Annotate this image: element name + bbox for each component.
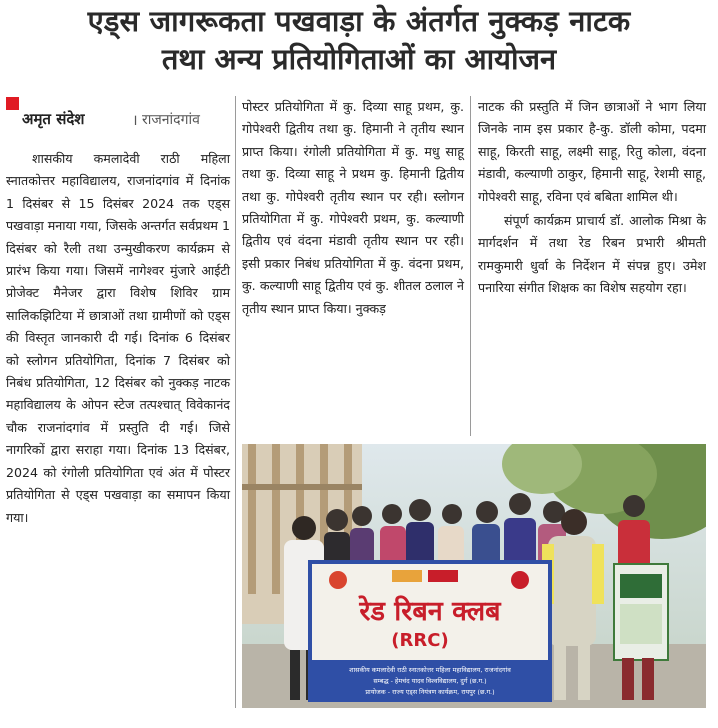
banner-title: रेड रिबन क्लब bbox=[359, 596, 501, 627]
banner-line-3: प्रायोजक - राज्य एड्स नियंत्रण कार्यक्रम, रायपुर (छ.ग.) bbox=[365, 688, 495, 696]
headline bbox=[0, 2, 718, 78]
rally-photo bbox=[242, 444, 706, 708]
headline-line-2: तथा अन्य प्रतियोगिताओं का आयोजन bbox=[161, 42, 557, 76]
rrc-banner bbox=[310, 562, 550, 700]
masthead-separator: । bbox=[132, 111, 138, 129]
article-column-2-text: पोस्टर प्रतियोगिता में कु. दिव्या साहू प्रथम, कु. गोपेश्वरी द्वितीय तथा कु. हिमानी ने तृतीय स्थान प्राप्त किया। रंगोली प्रतियोगिता में कु. मधु साहू तथा कु. दिव्या साहू ने प्रथम कु. हिमानी द्वितीय तथा कु. गोपेश्वरी तृतीय स्थान पर रही। स्लोगन प्रतियोगिता में कु. गोपेश्वरी प्रथम, कु. कल्याणी द्वितीय एवं वंदना मंडावी तृतीय स्थान पर रही। इसी प्रकार निबंध प्रतियोगिता में कु. वंदना प्रथम, कु. कल्याणी साहू द्वितीय एवं कु. शीतल ठलाल ने तृतीय स्थान प्राप्त किया। नुक्कड़ bbox=[242, 99, 464, 316]
banner-subtitle: (RRC) bbox=[391, 630, 449, 651]
masthead-city: राजनांदगांव bbox=[142, 112, 200, 128]
masthead-red-square bbox=[6, 97, 19, 110]
article-column-2 bbox=[242, 96, 464, 320]
article-column-3 bbox=[478, 96, 706, 300]
article-column-3-para-1: नाटक की प्रस्तुति में जिन छात्राओं ने भाग लिया जिनके नाम इस प्रकार है-कु. डॉली कोमा, पदमा साहू, किरती साहू, लक्ष्मी साहू, रितु कोला, वंदना मंडावी, कल्याणी ठाकुर, हिमानी साहू, रेशमी साहू, गोपेश्वरी साहू, रविना एवं बबिता शामिल थी। bbox=[478, 99, 706, 204]
article-column-3-para-2: संपूर्ण कार्यक्रम प्राचार्य डॉ. आलोक मिश्रा के मार्गदर्शन में तथा रेड रिबन प्रभारी श्रीमती रामकुमारी धुर्वा के निर्देशन में संपन्न हुए। उमेश पनारिया संगीत शिक्षक का विशेष सहयोग रहा। bbox=[478, 213, 706, 296]
headline-line-1: एड्स जागरूकता पखवाड़ा के अंतर्गत नुक्कड़ नाटक bbox=[87, 4, 631, 38]
banner-line-2: सम्बद्ध - हेमचंद यादव विश्वविद्यालय, दुर्ग (छ.ग.) bbox=[373, 677, 487, 685]
masthead-brand: अमृत संदेश bbox=[22, 110, 85, 128]
column-rule-2 bbox=[470, 96, 471, 436]
banner-line-1: शासकीय कमलादेवी राठी स्नातकोत्तर महिला महाविद्यालय, राजनांदगांव bbox=[349, 666, 511, 674]
article-column-1-text: शासकीय कमलादेवी राठी महिला स्नातकोत्तर महाविद्यालय, राजनांदगांव में दिनांक 1 दिसंबर से 15 दिसंबर 2024 तक एड्स पखवाड़ा मनाया गया, जिसके अन्तर्गत सर्वप्रथम 1 दिसंबर को रैली तथा उन्मुखीकरण कार्यक्रम से प्रारंभ किया गया। जिसमें नागेश्वर मुंजारे आईटी प्रोजेक्ट मैनेजर द्वारा विशेष शिविर ग्राम सालिकझिटिया में छात्राओं तथा ग्रामीणों को एड्स की विस्तृत जानकारी दी गई। दिनांक 6 दिसंबर को स्लोगन प्रतियोगिता, दिनांक 7 दिसंबर को निबंध प्रतियोगिता, 12 दिसंबर को नुक्कड़ नाटक महाविद्यालय के ओपन स्टेज तत्पश्चात् विवेकानंद चौक राजनांदगांव में प्रस्तुति दी गई। जिसे नागरिकों द्वारा सराहा गया। दिनांक 13 दिसंबर, 2024 को रंगोली प्रतियोगिता एवं अंत में पोस्टर प्रतियोगिता से एड्स पखवाड़ा का समापन किया गया। bbox=[6, 151, 230, 525]
article-column-1 bbox=[6, 148, 230, 529]
masthead bbox=[6, 97, 230, 131]
column-rule-1 bbox=[235, 96, 236, 708]
